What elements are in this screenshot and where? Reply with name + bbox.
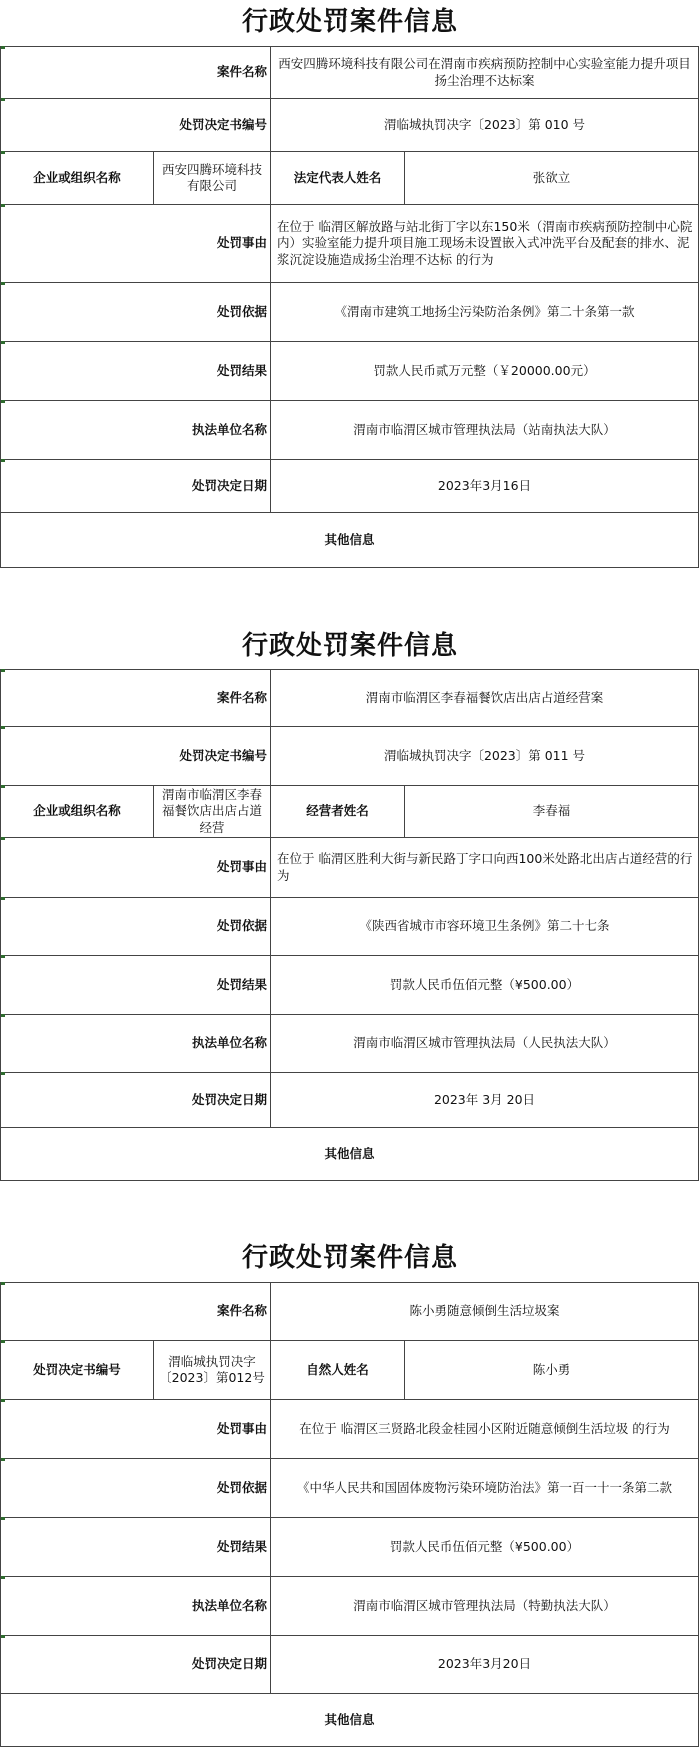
section-2-title: 行政处罚案件信息 <box>241 631 458 661</box>
reason-row <box>0 838 699 898</box>
rep-label: 法定代表人姓名 <box>270 152 404 204</box>
person-value: 陈小勇 <box>404 1341 698 1399</box>
reason-value: 在位于 临渭区解放路与站北街丁字以东150米（渭南市疾病预防控制中心院内）实验室能力提升项目施工现场未设置嵌入式冲洗平台及配套的排水、泥浆沉淀设施造成扬尘治理不达标 的行为 <box>270 205 698 282</box>
date-label: 处罚决定日期 <box>191 477 267 493</box>
case-name-row <box>0 1282 699 1341</box>
basis-label: 处罚依据 <box>216 918 267 934</box>
unit-row <box>0 1577 699 1636</box>
person-label: 自然人姓名 <box>270 1341 404 1399</box>
result-label: 处罚结果 <box>216 1538 267 1554</box>
basis-value: 《中华人民共和国固体废物污染环境防治法》第一百一十一条第二款 <box>270 1459 698 1517</box>
org-row <box>0 152 699 205</box>
basis-row <box>0 1459 699 1518</box>
basis-value: 《陕西省城市市容环境卫生条例》第二十七条 <box>270 898 698 955</box>
reason-value: 在位于 临渭区胜利大街与新民路丁字口向西100米处路北出店占道经营的行为 <box>270 838 698 897</box>
reason-label: 处罚事由 <box>216 859 267 875</box>
unit-value: 渭南市临渭区城市管理执法局（站南执法大队） <box>270 401 698 459</box>
result-row <box>0 956 699 1015</box>
basis-row <box>0 898 699 956</box>
decision-no-row <box>0 727 699 786</box>
date-value: 2023年 3月 20日 <box>270 1073 698 1127</box>
case-name-value: 陈小勇随意倾倒生活垃圾案 <box>270 1283 698 1340</box>
decision-no-value: 渭临城执罚决字〔2023〕第012号 <box>153 1341 270 1399</box>
unit-value: 渭南市临渭区城市管理执法局（特勤执法大队） <box>270 1577 698 1635</box>
date-row <box>0 1636 699 1694</box>
reason-row <box>0 205 699 283</box>
case-name-value: 西安四腾环境科技有限公司在渭南市疾病预防控制中心实验室能力提升项目扬尘治理不达标案 <box>270 47 698 98</box>
date-row <box>0 1073 699 1128</box>
result-value: 罚款人民币伍佰元整（¥500.00） <box>270 1518 698 1576</box>
unit-row <box>0 401 699 460</box>
case-name-row <box>0 669 699 727</box>
basis-value: 《渭南市建筑工地扬尘污染防治条例》第二十条第一款 <box>270 283 698 341</box>
section-1-title: 行政处罚案件信息 <box>241 7 458 37</box>
org-label: 企业或组织名称 <box>33 169 121 185</box>
org-value: 渭南市临渭区李春福餐饮店出店占道经营 <box>153 786 270 837</box>
basis-row <box>0 283 699 342</box>
reason-label: 处罚事由 <box>216 235 267 251</box>
date-value: 2023年3月16日 <box>270 460 698 512</box>
basis-label: 处罚依据 <box>216 303 267 319</box>
decision-person-row <box>0 1341 699 1400</box>
result-value: 罚款人民币贰万元整（￥20000.00元） <box>270 342 698 400</box>
case-name-row <box>0 46 699 99</box>
date-label: 处罚决定日期 <box>191 1656 267 1672</box>
other-info-row <box>0 1128 699 1181</box>
reason-label: 处罚事由 <box>216 1420 267 1436</box>
date-row <box>0 460 699 513</box>
decision-no-row <box>0 99 699 152</box>
other-info-row <box>0 1694 699 1747</box>
unit-value: 渭南市临渭区城市管理执法局（人民执法大队） <box>270 1015 698 1072</box>
case-name-label: 案件名称 <box>216 689 267 705</box>
unit-label: 执法单位名称 <box>191 1597 267 1613</box>
case-name-value: 渭南市临渭区李春福餐饮店出店占道经营案 <box>270 670 698 726</box>
decision-no-label: 处罚决定书编号 <box>33 1361 121 1377</box>
decision-no-label: 处罚决定书编号 <box>179 116 267 132</box>
org-value: 西安四腾环境科技有限公司 <box>153 152 270 204</box>
case-name-label: 案件名称 <box>216 64 267 80</box>
other-info-label: 其他信息 <box>324 531 375 547</box>
org-label: 企业或组织名称 <box>33 803 121 819</box>
org-row <box>0 786 699 838</box>
rep-value: 张欲立 <box>404 152 698 204</box>
basis-label: 处罚依据 <box>216 1479 267 1495</box>
decision-no-value: 渭临城执罚决字〔2023〕第 010 号 <box>270 99 698 151</box>
result-label: 处罚结果 <box>216 976 267 992</box>
result-value: 罚款人民币伍佰元整（¥500.00） <box>270 956 698 1014</box>
result-row <box>0 1518 699 1577</box>
reason-value: 在位于 临渭区三贤路北段金桂园小区附近随意倾倒生活垃圾 的行为 <box>270 1400 698 1458</box>
result-row <box>0 342 699 401</box>
decision-no-label: 处罚决定书编号 <box>179 747 267 763</box>
unit-label: 执法单位名称 <box>191 1035 267 1051</box>
other-info-label: 其他信息 <box>324 1711 375 1727</box>
section-3-title: 行政处罚案件信息 <box>241 1243 458 1273</box>
reason-row <box>0 1400 699 1459</box>
operator-value: 李春福 <box>404 786 698 837</box>
other-info-row <box>0 513 699 568</box>
unit-row <box>0 1015 699 1073</box>
date-value: 2023年3月20日 <box>270 1636 698 1693</box>
unit-label: 执法单位名称 <box>191 421 267 437</box>
other-info-label: 其他信息 <box>324 1145 375 1161</box>
case-name-label: 案件名称 <box>216 1303 267 1319</box>
operator-label: 经营者姓名 <box>270 786 404 837</box>
date-label: 处罚决定日期 <box>191 1091 267 1107</box>
decision-no-value: 渭临城执罚决字〔2023〕第 011 号 <box>270 727 698 785</box>
result-label: 处罚结果 <box>216 362 267 378</box>
